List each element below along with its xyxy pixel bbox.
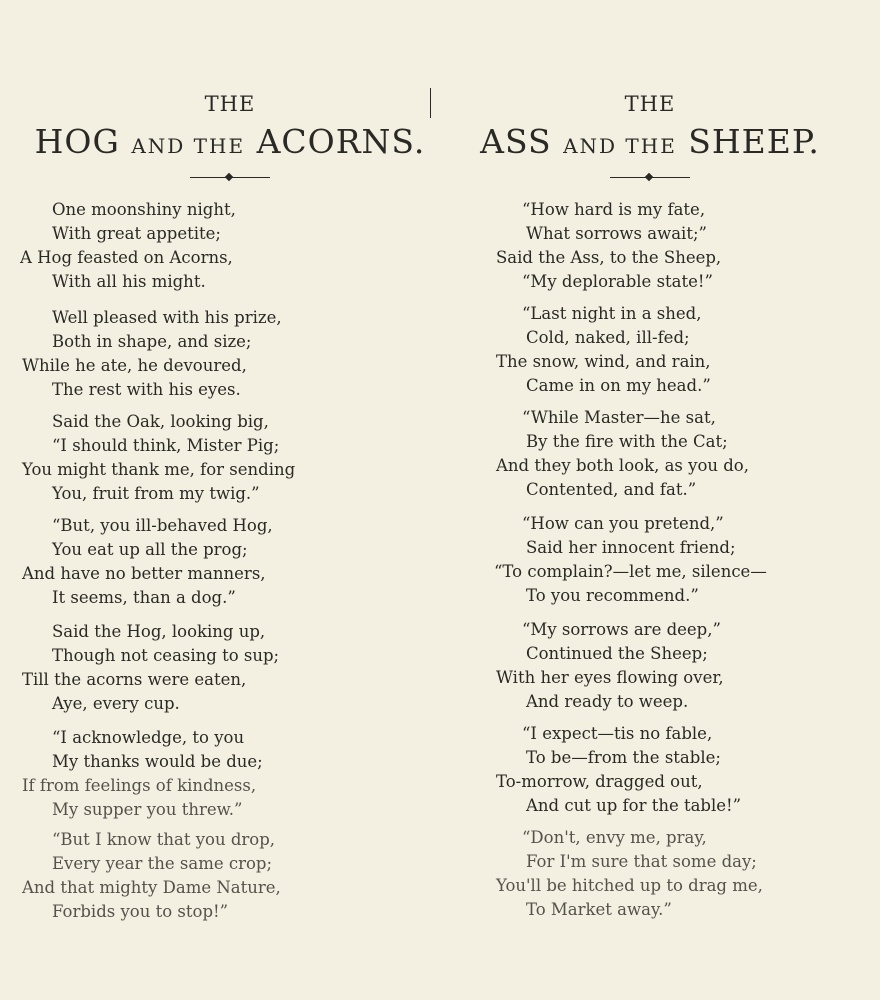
verse-line: “I expect—tis no fable, xyxy=(522,724,713,743)
verse-line: “But, you ill-behaved Hog, xyxy=(52,516,273,535)
verse-line: Said the Hog, looking up, xyxy=(52,622,266,641)
verse-line: “But I know that you drop, xyxy=(52,830,276,849)
verse-line: Said her innocent friend; xyxy=(526,538,736,557)
verse-line: Came in on my head.” xyxy=(526,376,711,395)
title-conjunction: AND THE xyxy=(563,134,677,158)
stanza xyxy=(20,306,440,402)
verse-line: One moonshiny night, xyxy=(52,200,236,219)
title-word-ass: ASS xyxy=(480,122,552,161)
stanza xyxy=(20,726,440,822)
verse-line: Till the acorns were eaten, xyxy=(22,670,247,689)
verse-line: If from feelings of kindness, xyxy=(22,776,257,795)
verse-line: It seems, than a dog.” xyxy=(52,588,236,607)
verse-line: The snow, wind, and rain, xyxy=(496,352,711,371)
stanza xyxy=(20,514,440,610)
verse-line: Both in shape, and size; xyxy=(52,332,252,351)
verse-line: What sorrows await;” xyxy=(526,224,707,243)
verse-line: Cold, naked, ill-fed; xyxy=(526,328,690,347)
verse-line: “Last night in a shed, xyxy=(522,304,702,323)
stanza xyxy=(20,828,440,924)
verse-line: A Hog feasted on Acorns, xyxy=(20,248,233,267)
title-word-acorns: ACORNS. xyxy=(256,122,426,161)
verse-line: “While Master—he sat, xyxy=(522,408,716,427)
verse-line: My thanks would be due; xyxy=(52,752,263,771)
verse-line: To Market away.” xyxy=(526,900,672,919)
verse-line: And they both look, as you do, xyxy=(496,456,749,475)
stanza xyxy=(20,620,440,716)
stanza xyxy=(440,198,860,294)
poem-heading-the: THE xyxy=(624,92,676,116)
ornament-divider xyxy=(610,176,690,180)
verse-line: Aye, every cup. xyxy=(52,694,180,713)
poem-title xyxy=(440,122,860,161)
stanza xyxy=(440,826,860,922)
verse-line: And that mighty Dame Nature, xyxy=(22,878,281,897)
stanza xyxy=(20,410,440,506)
stanza xyxy=(440,512,860,608)
verse-line: You eat up all the prog; xyxy=(52,540,248,559)
poem-title xyxy=(20,122,440,161)
verse-line: “I acknowledge, to you xyxy=(52,728,245,747)
stanza xyxy=(440,722,860,818)
poem-heading-the: THE xyxy=(204,92,256,116)
verse-line: Said the Ass, to the Sheep, xyxy=(496,248,722,267)
verse-line: To you recommend.” xyxy=(526,586,699,605)
verse-line: To be—from the stable; xyxy=(526,748,721,767)
verse-line: “To complain?—let me, silence— xyxy=(494,562,767,581)
verse-line: Every year the same crop; xyxy=(52,854,273,873)
verse-line: And have no better manners, xyxy=(22,564,266,583)
verse-line: “My sorrows are deep,” xyxy=(522,620,721,639)
verse-line: To-morrow, dragged out, xyxy=(496,772,703,791)
stanza xyxy=(20,198,440,294)
verse-line: And ready to weep. xyxy=(526,692,689,711)
verse-line: Contented, and fat.” xyxy=(526,480,697,499)
verse-line: Forbids you to stop!” xyxy=(52,902,229,921)
verse-line: You might thank me, for sending xyxy=(22,460,296,479)
verse-line: “My deplorable state!” xyxy=(522,272,713,291)
ornament-divider xyxy=(190,176,270,180)
stanza xyxy=(440,302,860,398)
verse-line: My supper you threw.” xyxy=(52,800,243,819)
verse-line: You'll be hitched up to drag me, xyxy=(496,876,763,895)
title-word-hog: HOG xyxy=(34,122,120,161)
verse-line: “Don't, envy me, pray, xyxy=(522,828,707,847)
stanza xyxy=(440,406,860,502)
verse-line: Well pleased with his prize, xyxy=(52,308,282,327)
verse-line: “I should think, Mister Pig; xyxy=(52,436,280,455)
verse-line: The rest with his eyes. xyxy=(52,380,241,399)
verse-line: With all his might. xyxy=(52,272,206,291)
verse-line: Though not ceasing to sup; xyxy=(52,646,280,665)
title-word-sheep: SHEEP. xyxy=(688,122,820,161)
stanza xyxy=(440,618,860,714)
verse-line: Said the Oak, looking big, xyxy=(52,412,269,431)
verse-line: For I'm sure that some day; xyxy=(526,852,757,871)
title-conjunction: AND THE xyxy=(131,134,246,158)
verse-line: “How can you pretend,” xyxy=(522,514,724,533)
verse-line: And cut up for the table!” xyxy=(526,796,742,815)
verse-line: “How hard is my fate, xyxy=(522,200,706,219)
verse-line: By the fire with the Cat; xyxy=(526,432,728,451)
verse-line: With great appetite; xyxy=(52,224,221,243)
verse-line: You, fruit from my twig.” xyxy=(52,484,260,503)
verse-line: Continued the Sheep; xyxy=(526,644,708,663)
verse-line: While he ate, he devoured, xyxy=(22,356,247,375)
verse-line: With her eyes flowing over, xyxy=(496,668,724,687)
